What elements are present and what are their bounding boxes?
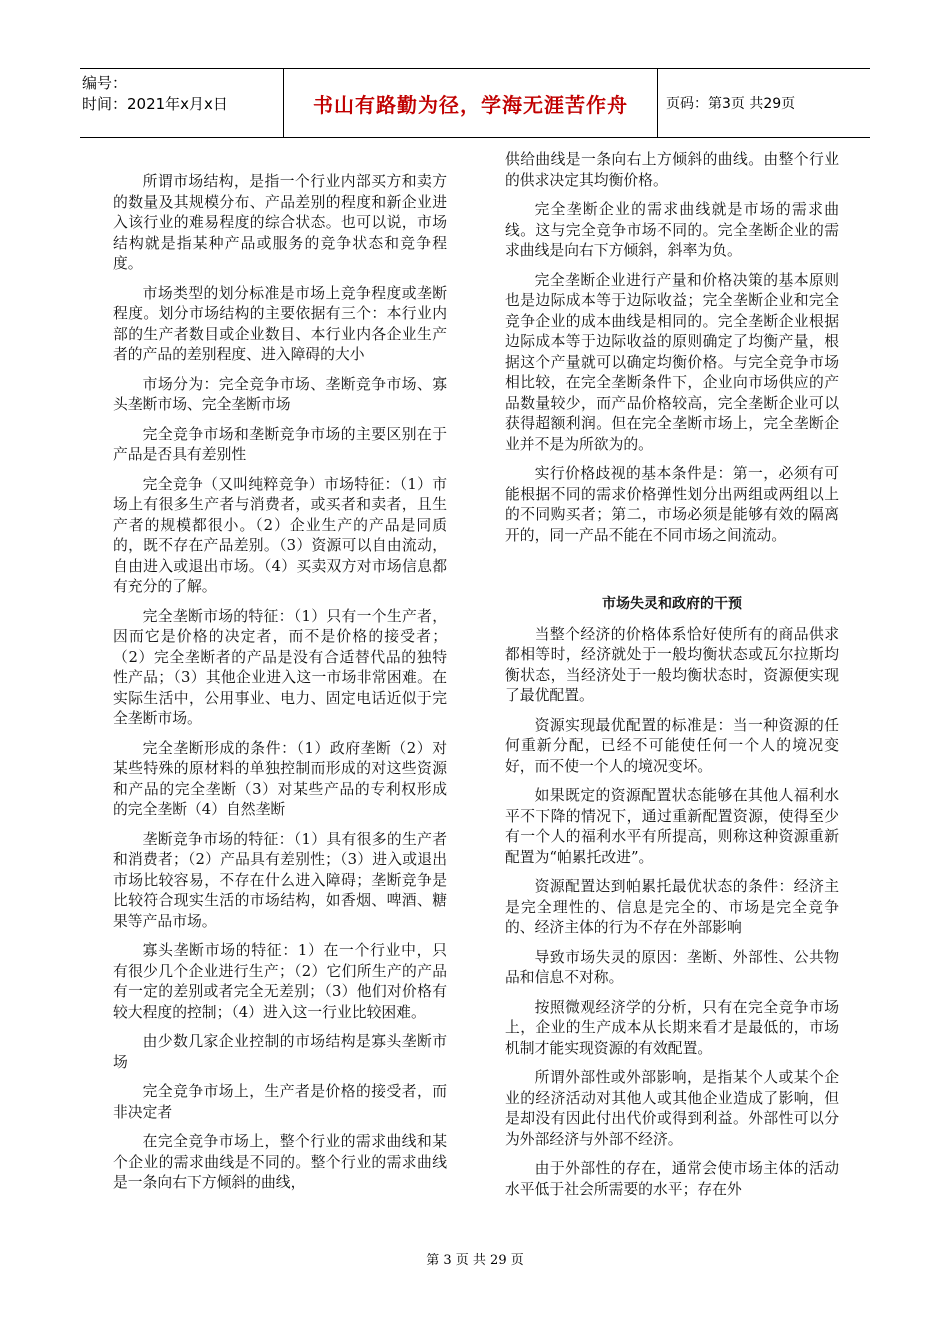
paragraph-continued: 供给曲线是一条向右上方倾斜的曲线。由整个行业的供求决定其均衡价格。 bbox=[505, 151, 839, 189]
paragraph: 所谓市场结构，是指一个行业内部买方和卖方的数量及其规模分布、产品差别的程度和新企业进入该行业的难易程度的综合状态。也可以说，市场结构就是指某种产品或服务的竞争状态和竞争程度。 bbox=[113, 173, 447, 272]
paragraph: 完全垄断市场的特征：（1）只有一个生产者，因而它是价格的决定者，而不是价格的接受者；（2）完全垄断者的产品是没有合适替代品的独特性产品；（3）其他企业进入这一市场非常困难。在实际生活中，公用事业、电力、固定电话近似于完全垄断市场。 bbox=[113, 607, 447, 727]
paragraph: 市场类型的划分标准是市场上竞争程度或垄断程度。划分市场结构的主要依据有三个：本行业内部的生产者数目或企业数目、本行业内各企业生产者的产品的差别程度、进入障碍的大小 bbox=[113, 284, 447, 363]
paragraph: 寡头垄断市场的特征：1）在一个行业中，只有很少几个企业进行生产；（2）它们所生产的产品有一定的差别或者完全无差别；（3）他们对价格有较大程度的控制；（4）进入这一行业比较困难。 bbox=[113, 942, 447, 1021]
left-column bbox=[113, 172, 447, 1203]
paragraph: 完全竞争（又叫纯粹竞争）市场特征：（1）市场上有很多生产者与消费者，或买者和卖者，且生产者的规模都很小。（2）企业生产的产品是同质的，既不存在产品差别。（3）资源可以自由流动，自由进入或退出市场。（4）买卖双方对市场信息都有充分的了解。 bbox=[113, 475, 447, 595]
paragraph: 由少数几家企业控制的市场结构是寡头垄断市场 bbox=[113, 1033, 447, 1071]
paragraph: 完全垄断形成的条件：（1）政府垄断（2）对某些特殊的原材料的单独控制而形成的对这些资源和产品的完全垄断（3）对某些产品的专利权形成的完全垄断（4）自然垄断 bbox=[113, 739, 447, 818]
header-page-label: 页码：第3页 共29页 bbox=[666, 96, 796, 112]
page-header bbox=[80, 68, 870, 138]
paragraph: 由于外部性的存在，通常会使市场主体的活动水平低于社会所需要的水平；存在外 bbox=[505, 1160, 839, 1198]
paragraph: 完全竞争市场上，生产者是价格的接受者，而非决定者 bbox=[113, 1083, 447, 1121]
paragraph: 完全竞争市场和垄断竞争市场的主要区别在于产品是否具有差别性 bbox=[113, 425, 447, 463]
paragraph: 所谓外部性或外部影响，是指某个人或某个企业的经济活动对其他人或其他企业造成了影响，但是却没有因此付出代价或得到利益。外部性可以分为外部经济与外部不经济。 bbox=[505, 1069, 839, 1148]
header-meta bbox=[80, 69, 284, 137]
paragraph: 在完全竞争市场上，整个行业的需求曲线和某个企业的需求曲线是不同的。整个行业的需求曲线是一条向右下方倾斜的曲线， bbox=[113, 1133, 447, 1191]
paragraph: 资源配置达到帕累托最优状态的条件：经济主是完全理性的、信息是完全的、市场是完全竞争的、经济主体的行为不存在外部影响 bbox=[505, 878, 839, 936]
paragraph: 导致市场失灵的原因：垄断、外部性、公共物品和信息不对称。 bbox=[505, 948, 839, 986]
header-motto: 书山有路勤为径，学海无涯苦作舟 bbox=[284, 69, 658, 137]
paragraph: 实行价格歧视的基本条件是：第一，必须有可能根据不同的需求价格弹性划分出两组或两组以上的不同购买者；第二，市场必须是能够有效的隔离开的，同一产品不能在不同市场之间流动。 bbox=[505, 465, 839, 544]
paragraph: 如果既定的资源配置状态能够在其他人福利水平不下降的情况下，通过重新配置资源，使得至少有一个人的福利水平有所提高，则称这种资源重新配置为“帕累托改进”。 bbox=[505, 787, 839, 866]
paragraph: 垄断竞争市场的特征：（1）具有很多的生产者和消费者；（2）产品具有差别性；（3）进入或退出市场比较容易，不存在什么进入障碍；垄断竞争是比较符合现实生活的市场结构，如香烟、啤酒、糖果等产品市场。 bbox=[113, 830, 447, 930]
right-column bbox=[505, 150, 839, 1209]
page-footer: 第 3 页 共 29 页 bbox=[426, 1253, 524, 1268]
number-label: 编号： bbox=[82, 74, 128, 92]
paragraph: 按照微观经济学的分析，只有在完全竞争市场上，企业的生产成本从长期来看才是最低的，市场机制才能实现资源的有效配置。 bbox=[505, 998, 839, 1057]
paragraph: 当整个经济的价格体系恰好使所有的商品供求都相等时，经济就处于一般均衡状态或瓦尔拉斯均衡状态，当经济处于一般均衡状态时，资源便实现了最优配置。 bbox=[505, 625, 839, 704]
paragraph: 市场分为：完全竞争市场、垄断竞争市场、寡头垄断市场、完全垄断市场 bbox=[113, 375, 447, 413]
paragraph: 完全垄断企业的需求曲线就是市场的需求曲线。这与完全竞争市场不同的。完全垄断企业的需求曲线是向右下方倾斜，斜率为负。 bbox=[505, 201, 839, 259]
paragraph: 资源实现最优配置的标准是：当一种资源的任何重新分配，已经不可能使任何一个人的境况变好，而不使一个人的境况变坏。 bbox=[505, 716, 839, 775]
paragraph: 完全垄断企业进行产量和价格决策的基本原则也是边际成本等于边际收益；完全垄断企业和完全竞争企业的成本曲线是相同的。完全垄断企业根据边际成本等于边际收益的原则确定了均衡产量，根据这个产量就可以确定均衡价格。与完全竞争市场相比较，在完全垄断条件下，企业向市场供应的产品数量较少，而产品价格较高，完全垄断企业可以获得超额利润。但在完全垄断市场上，完全垄断企业并不是为所欲为的。 bbox=[505, 271, 839, 453]
section-title: 市场失灵和政府的干预 bbox=[602, 596, 742, 612]
time-label: 时间：2021年x月x日 bbox=[82, 95, 228, 113]
